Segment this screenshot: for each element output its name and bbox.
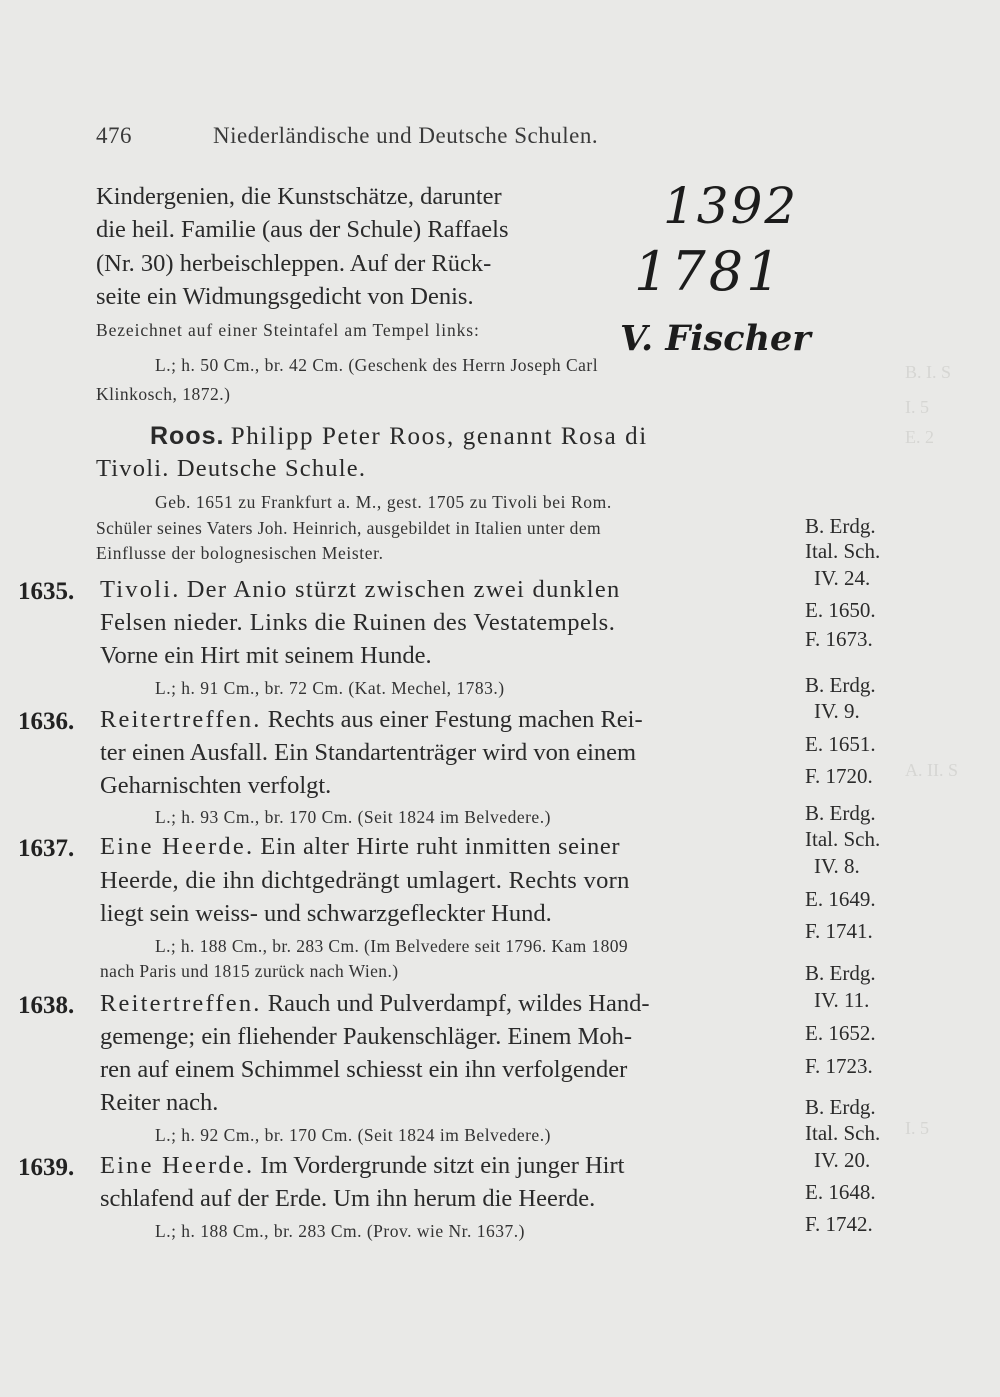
entry-title: Eine Heerde. [100,833,255,860]
entry-number: 1636. [18,708,75,735]
inventory-note: IV. 9. [814,699,860,723]
text-line: ter einen Ausfall. Ein Standartenträger wird von einem [100,739,637,766]
entry-description: Rechts aus einer Festung machen Rei- [267,706,643,733]
inventory-note: F. 1742. [805,1212,873,1236]
inventory-note: IV. 24. [814,566,871,590]
inventory-note: E. 1648. [805,1180,876,1204]
inventory-note: F. 1673. [805,627,873,651]
artist-surname: Roos. [150,422,225,450]
text-line: Vorne ein Hirt mit seinem Hunde. [100,642,432,669]
entry-first-line [100,833,620,861]
inventory-note: B. Erdg. [805,801,876,825]
bleed-through-mark: B. I. S [905,362,952,382]
handwritten-name: V. Fischer [620,318,811,359]
text-line: Geharnischten verfolgt. [100,772,332,799]
text-line: ren auf einem Schimmel schiesst ein ihn verfolgender [100,1056,628,1083]
entry-description: Im Vordergrunde sitzt ein junger Hirt [260,1152,625,1179]
entry-first-line [100,1152,624,1180]
entry-title: Reitertreffen. [100,706,262,733]
inventory-note: IV. 20. [814,1148,871,1172]
inventory-note: B. Erdg. [805,1095,876,1119]
meta-line: nach Paris und 1815 zurück nach Wien.) [100,961,399,981]
inventory-note: B. Erdg. [805,514,876,538]
entry-description: Rauch und Pulverdampf, wildes Hand- [267,990,650,1017]
inventory-note: F. 1723. [805,1054,873,1078]
text-line: Reiter nach. [100,1089,219,1116]
page-number: 476 [96,123,132,148]
inventory-note: E. 1652. [805,1021,876,1045]
artist-fullname: Philipp Peter Roos, genannt Rosa di [230,423,648,450]
entry-first-line [100,706,643,734]
inventory-note: Ital. Sch. [805,827,881,851]
meta-line: Klinkosch, 1872.) [96,384,231,404]
inventory-note: B. Erdg. [805,673,876,697]
meta-line: L.; h. 188 Cm., br. 283 Cm. (Prov. wie Nr. 1637.) [155,1221,525,1241]
entry-first-line [100,576,621,604]
inventory-note: E. 1649. [805,887,876,911]
entry-number: 1638. [18,992,75,1019]
entry-title: Reitertreffen. [100,990,262,1017]
text-line: schlafend auf der Erde. Um ihn herum die Heerde. [100,1185,596,1212]
handwritten-year: 1781 [634,240,784,303]
inventory-note: IV. 8. [814,854,860,878]
entry-title: Tivoli. [100,576,181,603]
meta-line: L.; h. 188 Cm., br. 283 Cm. (Im Belvedere seit 1796. Kam 1809 [155,936,629,956]
inventory-note: B. Erdg. [805,961,876,985]
entry-number: 1639. [18,1154,75,1181]
bleed-through-mark: I. 5 [905,1118,929,1138]
text-line: die heil. Familie (aus der Schule) Raffaels [96,216,509,243]
inventory-note: IV. 11. [814,988,870,1012]
text-line: Heerde, die ihn dichtgedrängt umlagert. Rechts vorn [100,867,630,894]
entry-first-line [100,990,649,1018]
running-title: Niederländische und Deutsche Schulen. [213,123,599,148]
entry-description: Der Anio stürzt zwischen zwei dunklen [186,576,621,603]
text-line: Felsen nieder. Links die Ruinen des Vestatempels. [100,609,616,636]
bio-line: Schüler seines Vaters Joh. Heinrich, ausgebildet in Italien unter dem [96,518,601,538]
meta-line: L.; h. 91 Cm., br. 72 Cm. (Kat. Mechel, 1783.) [155,678,505,698]
inventory-note: E. 1650. [805,598,876,622]
inventory-note: F. 1741. [805,919,873,943]
signature-note: Bezeichnet auf einer Steintafel am Tempel links: [96,320,480,340]
artist-heading [150,422,648,451]
handwritten-number: 1392 [663,177,799,235]
bleed-through-mark: A. II. S [905,760,958,780]
meta-line: L.; h. 92 Cm., br. 170 Cm. (Seit 1824 im Belvedere.) [155,1125,551,1145]
inventory-note: Ital. Sch. [805,1121,881,1145]
entry-number: 1637. [18,835,75,862]
text-line: (Nr. 30) herbeischleppen. Auf der Rück- [96,250,492,277]
entry-description: Ein alter Hirte ruht inmitten seiner [260,833,621,860]
artist-school: Tivoli. Deutsche Schule. [96,455,367,482]
text-line: seite ein Widmungsgedicht von Denis. [96,283,474,310]
entry-title: Eine Heerde. [100,1152,255,1179]
bio-line: Einflusse der bolognesischen Meister. [96,543,384,563]
meta-line: L.; h. 93 Cm., br. 170 Cm. (Seit 1824 im Belvedere.) [155,807,551,827]
text-line: Kindergenien, die Kunstschätze, darunter [96,183,502,210]
bleed-through-mark: E. 2 [905,427,934,447]
bio-line: Geb. 1651 zu Frankfurt a. M., gest. 1705 zu Tivoli bei Rom. [155,492,612,512]
text-line: liegt sein weiss- und schwarzgefleckter Hund. [100,900,552,927]
inventory-note: E. 1651. [805,732,876,756]
inventory-note: Ital. Sch. [805,539,881,563]
meta-line: L.; h. 50 Cm., br. 42 Cm. (Geschenk des Herrn Joseph Carl [155,355,599,375]
entry-number: 1635. [18,578,75,605]
inventory-note: F. 1720. [805,764,873,788]
text-line: gemenge; ein fliehender Paukenschläger. Einem Moh- [100,1023,633,1050]
bleed-through-mark: I. 5 [905,397,929,417]
